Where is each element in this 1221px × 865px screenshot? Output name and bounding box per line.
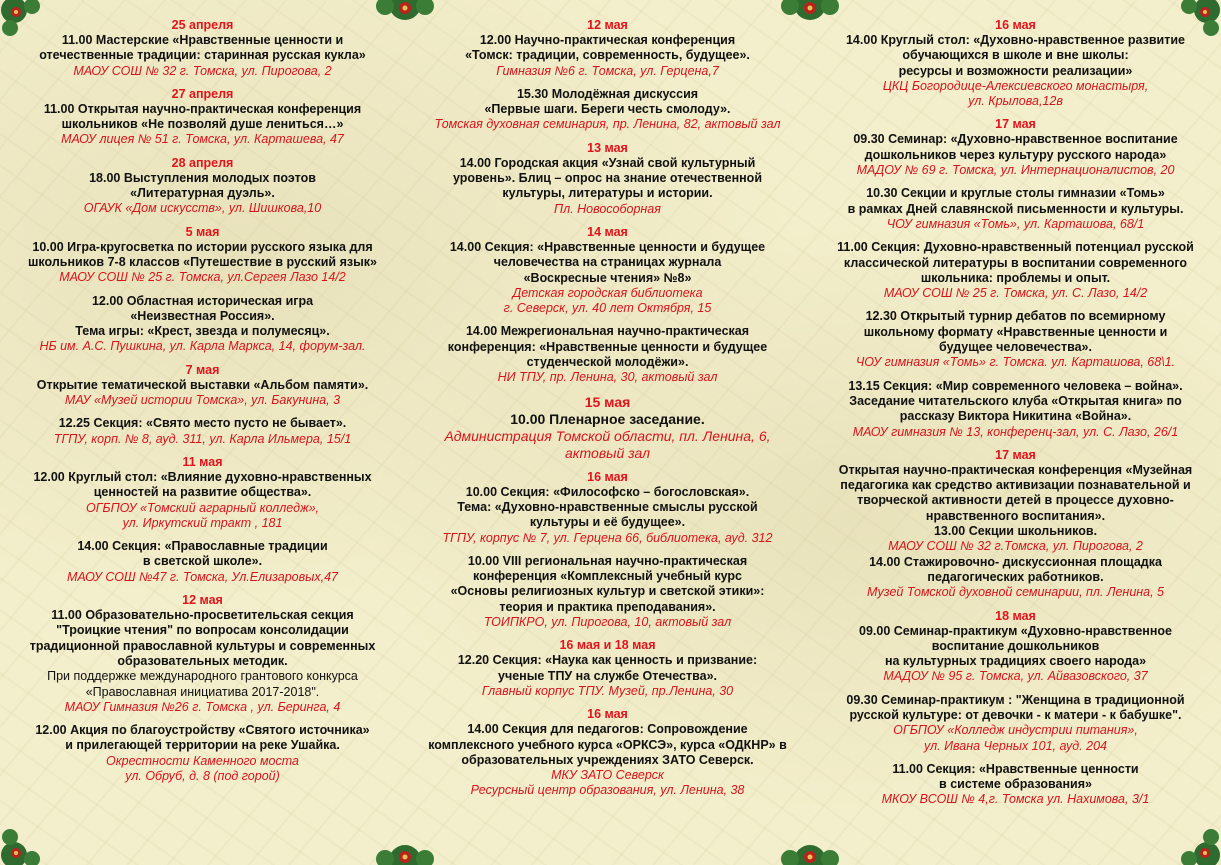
event-date: 12 мая (587, 18, 628, 32)
event (810, 240, 1221, 301)
event-title: 12.00 Областная историческая игра «Неизвестная Россия». Тема игры: «Крест, звезда и полумесяц». (75, 293, 330, 339)
event (0, 593, 405, 715)
event-place: ЦКЦ Богородице-Алексиевского монастыря, ул. Крылова,12в (882, 78, 1149, 109)
event-date: 7 мая (185, 362, 220, 377)
event-title: 12.25 Секция: «Свято место пусто не бывает». (58, 416, 347, 431)
event-date: 13 мая (587, 140, 628, 155)
event-date: 5 мая (185, 224, 220, 239)
event (0, 294, 405, 355)
event-note: При поддержке международного грантового конкурса «Православная инициатива 2017-2018". (47, 669, 358, 699)
event (0, 723, 405, 784)
event-place: Гимназия №6 г. Томска, ул. Герцена,7 (496, 63, 719, 78)
event (0, 416, 405, 447)
event (405, 225, 810, 316)
event-date: 15 мая (584, 393, 631, 410)
event (0, 225, 405, 286)
event-title: 11.00 Мастерские «Нравственные ценности и отечественные традиции: старинная русская кукла» (39, 33, 366, 63)
event-title: 10.00 Пленарное заседание. (510, 410, 705, 427)
event-place: ОГАУК «Дом искусств», ул. Шишкова,10 (83, 201, 322, 216)
event (0, 87, 405, 148)
event-place: ЧОУ гимназия «Томь», ул. Карташова, 68/1 (886, 216, 1145, 231)
event-title: 11.00 Открытая научно-практическая конференция школьников «Не позволяй душе лениться…» (43, 101, 362, 132)
event-title: Открытие тематической выставки «Альбом памяти». (36, 377, 369, 392)
floral-ornament-icon (1165, 819, 1221, 865)
event (810, 379, 1221, 440)
event-place: НИ ТПУ, пр. Ленина, 30, актовый зал (497, 370, 718, 385)
event-place: Томская духовная семинария, пр. Ленина, 82, актовый зал (434, 117, 781, 132)
event-place: МАОУ гимназия № 13, конференц-зал, ул. С. Лазо, 26/1 (852, 424, 1179, 439)
event-date: 28 апреля (171, 155, 234, 170)
event-title: 10.00 Секция: «Философско – богословская». Тема: «Духовно-нравственные смыслы русской культуры и её будущее». (457, 484, 758, 530)
event-place: ЧОУ гимназия «Томь» г. Томска. ул. Карташова, 68\1. (855, 355, 1176, 370)
event-place: МАУ «Музей истории Томска», ул. Бакунина, 3 (64, 393, 341, 408)
event-title: 10.00 VIII региональная научно-практическая конференция «Комплексный учебный курс «Основы религиозных культур и светской этики»: теория и практика преподавания». (450, 553, 765, 614)
event-place: МАОУ СОШ № 25 г. Томска, ул. С. Лазо, 14/2 (883, 286, 1148, 301)
event-title: 11.00 Секция: Духовно-нравственный потенциал русской классической литературы в воспитании современного школьника: проблемы и опыт. (837, 240, 1194, 285)
event-place: МАОУ лицея № 51 г. Томска, ул. Карташева, 47 (61, 132, 344, 147)
event-place: Администрация Томской области, пл. Ленина, 6, актовый зал (444, 427, 771, 461)
schedule-column-1 (0, 18, 405, 792)
event-title: 12.30 Открытый турнир дебатов по всемирному школьному формату «Нравственные ценности и будущее человечества». (863, 309, 1168, 355)
event-place: Детская городская библиотека г. Северск, ул. 40 лет Октября, 15 (503, 285, 712, 316)
event (0, 363, 405, 409)
event-date: 18 мая (995, 608, 1036, 623)
event (405, 324, 810, 385)
event-place: НБ им. А.С. Пушкина, ул. Карла Маркса, 14, форум-зал. (39, 339, 366, 354)
event (405, 707, 810, 798)
event-place: ОГБПОУ «Колледж индустрии питания», ул. Ивана Черных 101, ауд. 204 (893, 723, 1138, 753)
event-date: 27 апреля (171, 86, 234, 101)
event (405, 141, 810, 217)
event (810, 762, 1221, 808)
event-title: 14.00 Секция для педагогов: Сопровождение комплексного учебного курса «ОРКСЭ», курса «ОДКНР» в образовательных учреждениях ЗАТО Северск. (428, 722, 787, 767)
event-title: 12.00 Научно-практическая конференция «Томск: традиции, современность, будущее». (465, 33, 750, 63)
floral-ornament-icon (0, 819, 56, 865)
event (810, 186, 1221, 232)
event-place: Окрестности Каменного моста ул. Обруб, д. 8 (под горой) (106, 753, 299, 783)
event-place: МАОУ СОШ № 32 г. Томска, ул. Пирогова, 2 (73, 63, 332, 78)
event-title: 10.30 Секции и круглые столы гимназии «Томь» в рамках Дней славянской письменности и культуры. (847, 186, 1184, 216)
event-place: МАДОУ № 69 г. Томска, ул. Интернационалистов, 20 (856, 163, 1175, 178)
event (810, 609, 1221, 685)
event-place: МАОУ СОШ №47 г. Томска, Ул.Елизаровых,47 (67, 569, 338, 584)
event-title: 14.00 Стажировочно- дискуссионная площадка педагогических работников. (869, 554, 1162, 584)
event-title: 14.00 Круглый стол: «Духовно-нравственное развитие обучающихся в школе и вне школы: ресурсы и возможности реализации» (845, 33, 1185, 78)
event-title: 11.00 Секция: «Нравственные ценности в системе образования» (892, 761, 1139, 792)
event-title: 14.00 Городская акция «Узнай свой культурный уровень». Блиц – опрос на знание отечественной культуры, литературы и истории. (452, 155, 762, 201)
event-place: ТГПУ, корп. № 8, ауд. 311, ул. Карла Ильмера, 15/1 (53, 431, 352, 446)
event (405, 554, 810, 630)
event-title: 09.30 Семинар: «Духовно-нравственное воспитание дошкольников через культуру русского народа» (853, 132, 1178, 162)
event (0, 539, 405, 585)
event (810, 117, 1221, 178)
event-title: 13.15 Секция: «Мир современного человека – война». Заседание читательского клуба «Открытая книга» по рассказу Виктора Никитина «Война». (848, 378, 1183, 424)
event-title: 12.00 Акция по благоустройству «Святого источника» и прилегающей территории на реке Ушайка. (35, 723, 370, 753)
event-place: Пл. Новособорная (554, 201, 661, 216)
event-date: 11 мая (182, 454, 223, 469)
event-date: 16 мая (587, 469, 628, 484)
event (810, 693, 1221, 754)
event (405, 87, 810, 133)
event-date: 16 мая (587, 707, 628, 722)
floral-ornament-icon (765, 819, 855, 865)
event-date: 25 апреля (171, 18, 234, 32)
event-place: МАОУ Гимназия №26 г. Томска , ул. Беринга, 4 (64, 699, 341, 714)
event-date: 14 мая (587, 224, 628, 239)
event-title: 12.20 Секция: «Наука как ценность и призвание: ученые ТПУ на службе Отечества». (457, 653, 758, 683)
event-date: 12 мая (182, 593, 223, 608)
event-title: 14.00 Секция: «Православные традиции в светской школе». (77, 539, 328, 569)
event-title: 15.30 Молодёжная дискуссия «Первые шаги. Береги честь смолоду». (484, 86, 731, 117)
event-date: 16 мая и 18 мая (559, 638, 656, 653)
event-place: ОГБПОУ «Томский аграрный колледж», ул. Иркутский тракт , 181 (85, 500, 320, 530)
event-place: МКУ ЗАТО Северск Ресурсный центр образования, ул. Ленина, 38 (470, 768, 745, 798)
event-place: МАОУ СОШ № 32 г.Томска, ул. Пирогова, 2 (888, 539, 1143, 554)
event-place: ТОИПКРО, ул. Пирогова, 10, актовый зал (483, 615, 732, 630)
event (810, 18, 1221, 109)
event-date: 17 мая (995, 447, 1036, 462)
event (0, 18, 405, 79)
schedule-column-2 (405, 18, 810, 807)
event-place: Главный корпус ТПУ. Музей, пр.Ленина, 30 (481, 683, 734, 698)
event-title: 11.00 Образовательно-просветительская секция "Троицкие чтения" по вопросам консолидации традиционной православной культуры и современных образовательных методик. (29, 608, 376, 668)
event-place: МАДОУ № 95 г. Томска, ул. Айвазовского, 37 (883, 669, 1148, 684)
event-place: Музей Томской духовной семинарии, пл. Ленина, 5 (866, 585, 1164, 600)
event-title: 14.00 Межрегиональная научно-практическая конференция: «Нравственные ценности и будущее студенческой молодёжи». (447, 324, 768, 370)
event (405, 470, 810, 546)
event-title: 10.00 Игра-кругосветка по истории русского языка для школьников 7-8 классов «Путешествие в русский язык» (28, 239, 377, 269)
event-date: 17 мая (995, 117, 1036, 132)
event (405, 638, 810, 699)
event (0, 156, 405, 217)
event-title: 18.00 Выступления молодых поэтов «Литературная дуэль». (89, 170, 316, 201)
event-title: 12.00 Круглый стол: «Влияние духовно-нравственных ценностей на развитие общества». (33, 469, 372, 500)
event-date: 16 мая (995, 18, 1036, 32)
event-place: МКОУ ВСОШ № 4,г. Томска ул. Нахимова, 3/1 (881, 792, 1150, 807)
event-title: 09.30 Семинар-практикум : "Женщина в традиционной русской культуре: от девочки - к матери - к бабушке". (846, 692, 1185, 722)
event (405, 394, 810, 462)
event (810, 309, 1221, 370)
event-title: 09.00 Семинар-практикум «Духовно-нравственное воспитание дошкольников на культурных традициях своего народа» (859, 623, 1172, 669)
event-place: ТГПУ, корпус № 7, ул. Герцена 66, библиотека, ауд. 312 (442, 530, 773, 545)
schedule-column-3 (810, 18, 1221, 816)
event (0, 455, 405, 531)
event-place: МАОУ СОШ № 25 г. Томска, ул.Сергея Лазо 14/2 (59, 270, 346, 285)
event (810, 448, 1221, 555)
event-title: Открытая научно-практическая конференция «Музейная педагогика как средство активизации познавательной и творческой активности детей в процессе духовно- нравственного воспитания». 13.00 Секции школьников. (838, 462, 1193, 539)
event-title: 14.00 Секция: «Нравственные ценности и будущее человечества на страницах журнала «Воскресные чтения» №8» (449, 239, 766, 285)
event (810, 555, 1221, 601)
event (405, 18, 810, 79)
floral-ornament-icon (360, 819, 450, 865)
